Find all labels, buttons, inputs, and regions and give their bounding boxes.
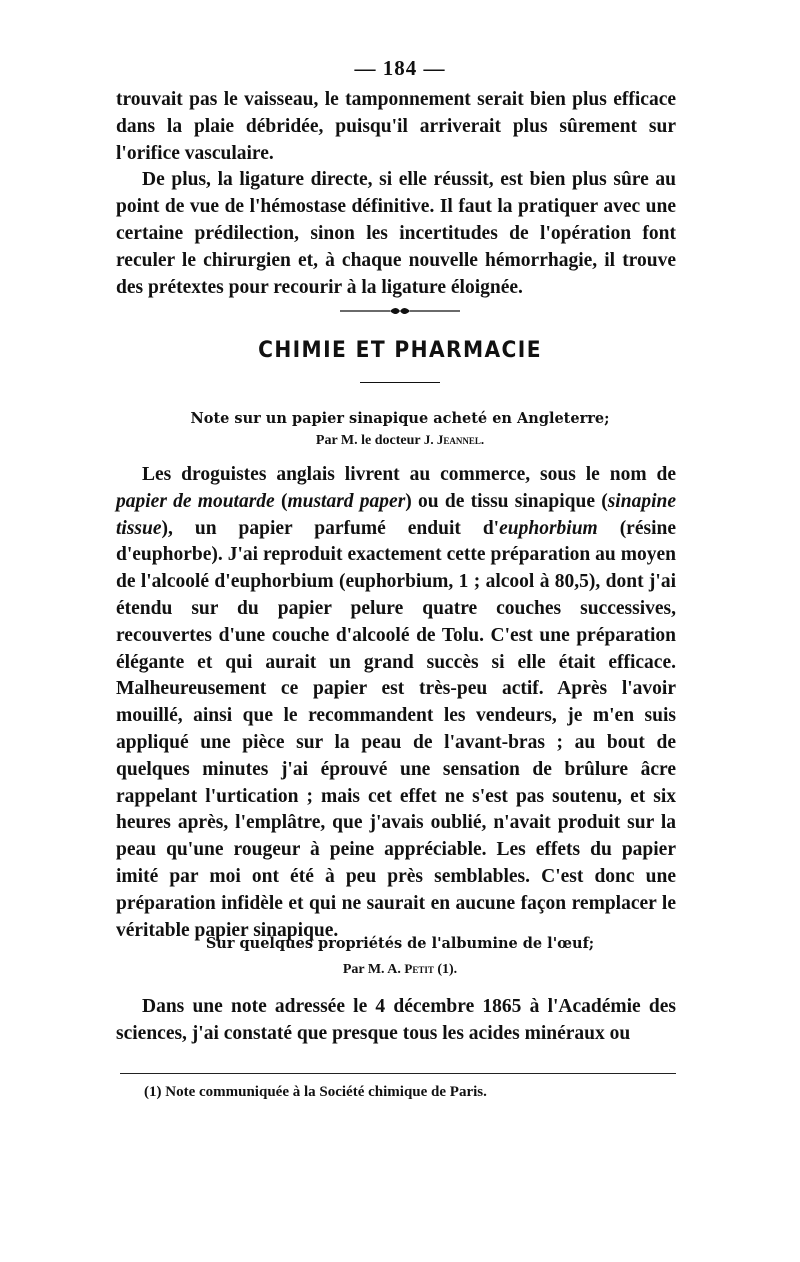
note-1-paragraph: Les droguistes anglais livrent au commerce, sous le nom de papier de moutarde (mustard paper) ou de tissu sinapique (sinapine tissue), un papier parfumé enduit d'euphorbium (résine d'euphorbe). J'ai reproduit exactement cette préparation au moyen de l'alcoolé d'euphorbium (euphorbium, 1 ; alcool à 80,5), dont j'ai étendu sur du papier pelure quatre couches successives, recouvertes d'une couche d'alcoolé de Tolu. C'est une préparation élégante et qui aurait un grand succès si elle était efficace. Malheureusement ce papier est très-peu actif. Après l'avoir mouillé, ainsi que le recommandent les vendeurs, je m'en suis appliqué une pièce sur la peau de l'avant-bras ; au bout de quelques minutes j'ai éprouvé une sensation de brûlure âcre rappelant l'urtication ; mais cet effet ne s'est pas soutenu, et six heures après, l'emplâtre, que j'avais oublié, n'avait produit sur la peau qu'une rougeur à peine appréciable. Les effets du papier imité par moi ont été à peu près semblables. C'est donc une préparation infidèle et qui ne saurait en aucune façon remplacer le véritable papier sinapique. [116,464,676,941]
byline-2-prefix: Par M. A. [342,962,401,977]
byline-2 [0,961,800,978]
section-rule [360,382,440,383]
byline-2-ref: (1). [437,962,458,977]
byline-2-author: Petit [404,961,434,976]
paragraph-2: De plus, la ligature directe, si elle réussit, est bien plus sûre au point de vue de l'hémostase définitive. Il faut la pratiquer avec une certaine prédilection, sinon les incertitudes de l'opération font reculer le chirurgien et, à chaque nouvelle hémorrhagie, il trouve des prétextes pour recourir à la ligature éloignée. [116,169,676,298]
byline-1 [0,432,800,449]
text-run: ou de tissu sinapique [418,490,595,512]
note-2-body [116,994,676,1048]
note-2-paragraph: Dans une note adressée le 4 décembre 1865 à l'Académie des sciences, j'ai constaté que presque tous les acides minéraux ou [116,996,676,1044]
ornament-divider [340,305,460,317]
footnote-rule [120,1073,676,1074]
note-title-2: Sur quelques propriétés de l'albumine de l'œuf; [205,935,595,952]
footnote: (1) Note communiquée à la Société chimique de Paris. [144,1084,487,1100]
section-title: CHIMIE ET PHARMACIE [258,338,542,363]
text-run: (résine d'euphorbe). J'ai reproduit exactement cette préparation au moyen de l'alcoolé d'euphorbium (euphorbium, 1 ; alcool à 80,5), dont j'ai étendu sur du papier pelure quatre couches successives, recouvertes d'une couche d'alcoolé de Tolu. C'est une préparation élégante et qui aurait un grand succès si elle était efficace. Malheureusement ce papier est très-peu actif. Après l'avoir mouillé, ainsi que le recommandent les vendeurs, je m'en suis appliqué une pièce sur la peau de l'avant-bras ; au bout de quelques minutes j'ai éprouvé une sensation de brûlure âcre rappelant l'urtication ; mais cet effet ne s'est pas soutenu, et six heures après, l'emplâtre, que j'avais oublié, n'avait produit sur la peau qu'une rougeur à peine appréciable. Les effets du papier imité par moi ont été à peu près semblables. C'est donc une préparation infidèle et qui ne saurait en aucune façon remplacer le véritable papier sinapique. [116,517,676,941]
text-run: Les droguistes anglais livrent au commerce, sous le nom de [142,464,676,485]
italic-term: sinapine tissue [116,490,676,539]
note-1-body [116,462,676,944]
text-run: , un papier parfumé enduit d' [168,517,500,539]
italic-term: papier de moutarde [116,490,275,512]
paragraph-1: trouvait pas le vaisseau, le tamponnement serait bien plus efficace dans la plaie débridée, puisqu'il arriverait plus sûrement sur l'orifice vasculaire. [116,89,676,164]
italic-term: euphorbium [499,517,598,539]
page-number: — 184 — [354,56,446,80]
byline-1-author: J. Jeannel. [423,432,485,447]
italic-term: mustard paper [287,490,406,512]
continuation-text [116,87,676,301]
byline-1-prefix: Par M. le docteur [315,433,421,448]
note-title-1: Note sur un papier sinapique acheté en Angleterre; [190,410,610,427]
